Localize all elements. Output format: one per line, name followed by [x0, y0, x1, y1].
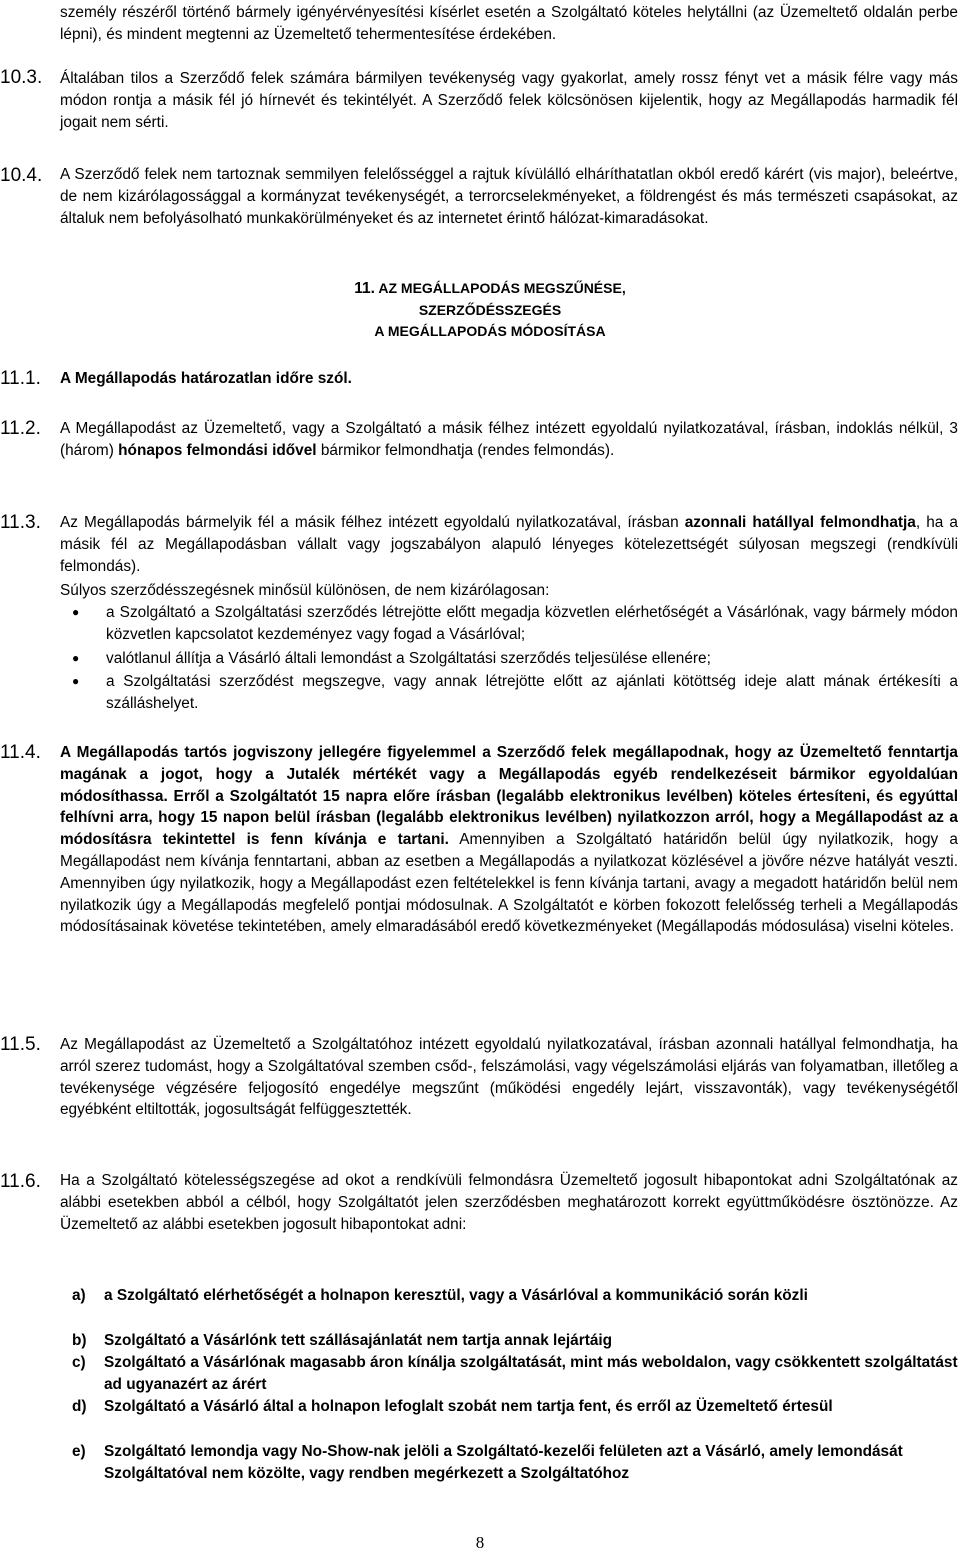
section-11-2-pre: A Megállapodást az Üzemeltető, vagy a Szolgáltató a másik félhez intézett egyoldalú nyilatkozatával, írásban, indoklás nélkül, 3 (három): [60, 420, 958, 459]
section-11-3-bold: azonnali hatállyal felmondhatja: [684, 514, 916, 531]
section-11-4-post: Amennyiben a Szolgáltató határidőn belül úgy nyilatkozik, hogy a Megállapodást nem kívánja fenntartani, abban az esetben a Megállapodás a nyilatkozat közlésével a jövőre nézve hatályát veszti. Amennyiben úgy nyilatkozik, hogy a Megállapodást ezen feltételekkel is fenn kívánja tartani, avagy a megadott határidőn belül nem nyilatkozik úgy a Megállapodás megfelelő pontjai módosulnak. A Szolgáltatót e körben fokozott felelősség terheli a Megállapodás módosításainak követése tekintetében, amely elmaradásából eredő következményeket (Megállapodás módosulása) viselni köteles.: [60, 831, 958, 936]
section-number-11-6: 11.6.: [0, 1171, 41, 1192]
bullet-icon: ●: [72, 674, 80, 688]
section-11-3-text: [60, 512, 958, 577]
section-11-4-text: [60, 742, 958, 938]
list-item: Szolgáltató a Vásárlónk tett szállásajánlatát nem tartja annak lejártáig: [104, 1332, 613, 1349]
bullet-item: a Szolgáltató a Szolgáltatási szerződés létrejötte előtt megadja közvetlen elérhetőségét a Vásárlónak, vagy bármely módon közvetlen kapcsolatot kezdeményez vagy fogad a Vásárlóval;: [106, 604, 958, 643]
page-number: 8: [475, 1533, 485, 1552]
section-number-10-3: 10.3.: [0, 67, 43, 88]
list-item: Szolgáltató a Vásárló által a holnapon lefoglalt szobát nem tartja fent, és erről az Üzemeltető értesül: [104, 1398, 833, 1415]
section-11-6-text: Ha a Szolgáltató kötelességszegése ad okot a rendkívüli felmondásra Üzemeltető jogosult hibapontokat adni Szolgáltatónak az alábbi esetekben abból a célból, hogy Szolgáltatót jelen szerződésben meghatározott korrekt együttműködésre ösztönözze. Az Üzemeltető az alábbi esetekben jogosult hibapontokat adni:: [60, 1172, 958, 1233]
section-number-11-2: 11.2.: [0, 418, 41, 439]
bullet-icon: ●: [72, 605, 80, 619]
section-11-5-text: Az Megállapodást az Üzemeltető a Szolgáltatóhoz intézett egyoldalú nyilatkozatával, írásban azonnali hatállyal felmondhatja, ha arról szerez tudomást, hogy a Szolgáltatóval szemben csőd-, felszámolási, vagy végelszámolási eljárás van folyamatban, illetőleg a tevékenysége végzésére feljogosító engedélye megszűnt (működési engedély lejárt, visszavonták), vagy tevékenységétől egyébként eltiltották, jogosultságát felfüggesztették.: [60, 1036, 958, 1119]
section-number-11-3: 11.3.: [0, 512, 41, 533]
bullet-item: a Szolgáltatási szerződést megszegve, vagy annak létrejötte előtt az ajánlati kötöttség ideje alatt mának értékesíti a szálláshelyet.: [106, 673, 958, 712]
section-number-11-4: 11.4.: [0, 742, 41, 763]
section-11-3-post: , ha a másik fél az Megállapodásban vállalt vagy jogszabályon alapuló lényeges kötelezettségét súlyosan megszegi (rendkívüli felmondás).: [60, 514, 958, 575]
section-11-2-post: bármikor felmondhatja (rendes felmondás).: [316, 441, 615, 459]
bullet-item: valótlanul állítja a Vásárló általi lemondást a Szolgáltatási szerződés teljesülése ellenére;: [106, 650, 711, 667]
section-11-3-lead: Súlyos szerződésszegésnek minősül különösen, de nem kizárólagosan:: [60, 582, 550, 599]
section-11-3-pre: Az Megállapodás bármelyik fél a másik félhez intézett egyoldalú nyilatkozatával, írásban: [60, 514, 685, 531]
heading-line-2: SZERZŐDÉSSZEGÉS: [418, 301, 562, 318]
section-10-3-text: Általában tilos a Szerződő felek számára bármilyen tevékenység vagy gyakorlat, amely rossz fényt vet a másik félre vagy más módon rontja a másik fél jó hírnevét és tekintélyét. A Szerződő felek kölcsönösen kijelentik, hogy az Megállapodás harmadik fél jogait nem sérti.: [60, 70, 958, 131]
section-11-1-text: A Megállapodás határozatlan időre szól.: [60, 370, 352, 387]
bullet-icon: ●: [72, 651, 80, 665]
section-11-2-bold: hónapos felmondási idővel: [118, 441, 317, 459]
heading-line-1: AZ MEGÁLLAPODÁS MEGSZŰNÉSE,: [378, 280, 626, 296]
heading-line-3: A MEGÁLLAPODÁS MÓDOSÍTÁSA: [374, 323, 606, 339]
list-item-label: e): [72, 1443, 86, 1460]
list-item-label: b): [72, 1332, 87, 1349]
list-item: a Szolgáltató elérhetőségét a holnapon keresztül, vagy a Vásárlóval a kommunikáció során közli: [104, 1287, 808, 1304]
list-item-label: c): [72, 1354, 86, 1371]
section-11-2-text: [60, 418, 958, 462]
section-number-11-1: 11.1.: [0, 368, 41, 389]
chapter-11-heading: [300, 278, 680, 343]
section-10-4-text: A Szerződő felek nem tartoznak semmilyen felelősséggel a rajtuk kívülálló elháríthatatlan okból eredő kárért (vis major), beleértve, de nem kizárólagossággal a kormányzat tevékenységét, a terrorcselekményeket, a földrengést és más természeti csapásokat, az általuk nem befolyásolható munkakörülményeket és az internetet érintő hálózat-kimaradásokat.: [60, 166, 958, 227]
section-11-4-bold: A Megállapodás tartós jogviszony jellegére figyelemmel a Szerződő felek megállapodnak, hogy az Üzemeltető fenntartja magának a jogot, hogy a Jutalék mértékét vagy a Megállapodás egyéb rendelkezéseit bármikor egyoldalúan módosíthassa. Erről a Szolgáltatót 15 napra előre írásban (legalább elektronikus levélben) köteles értesíteni, és egyúttal felhívni arra, hogy 15 napon belül írásban (legalább elektronikus levélben) nyilatkozzon arról, hogy a Megállapodást az a módosításra tekintettel is fenn kívánja e tartani.: [60, 744, 958, 849]
list-item: Szolgáltató lemondja vagy No-Show-nak jelöli a Szolgáltató-kezelői felületen azt a Vásárló, amely lemondását Szolgáltatóval nem közölte, vagy rendben megérkezett a Szolgáltatóhoz: [104, 1443, 903, 1482]
intro-paragraph: személy részéről történő bármely igényérvényesítési kísérlet esetén a Szolgáltató köteles helytállni (az Üzemeltető oldalán perbe lépni), és mindent megtenni az Üzemeltető tehermentesítése érdekében.: [60, 4, 958, 43]
section-number-11-5: 11.5.: [0, 1034, 41, 1055]
list-item-label: d): [72, 1398, 87, 1415]
list-item: Szolgáltató a Vásárlónak magasabb áron kínálja szolgáltatását, mint más weboldalon, vagy csökkentett szolgáltatást ad ugyanazért az árért: [104, 1354, 958, 1393]
section-number-10-4: 10.4.: [0, 165, 43, 186]
list-item-label: a): [72, 1287, 86, 1304]
chapter-number: 11.: [354, 280, 375, 297]
